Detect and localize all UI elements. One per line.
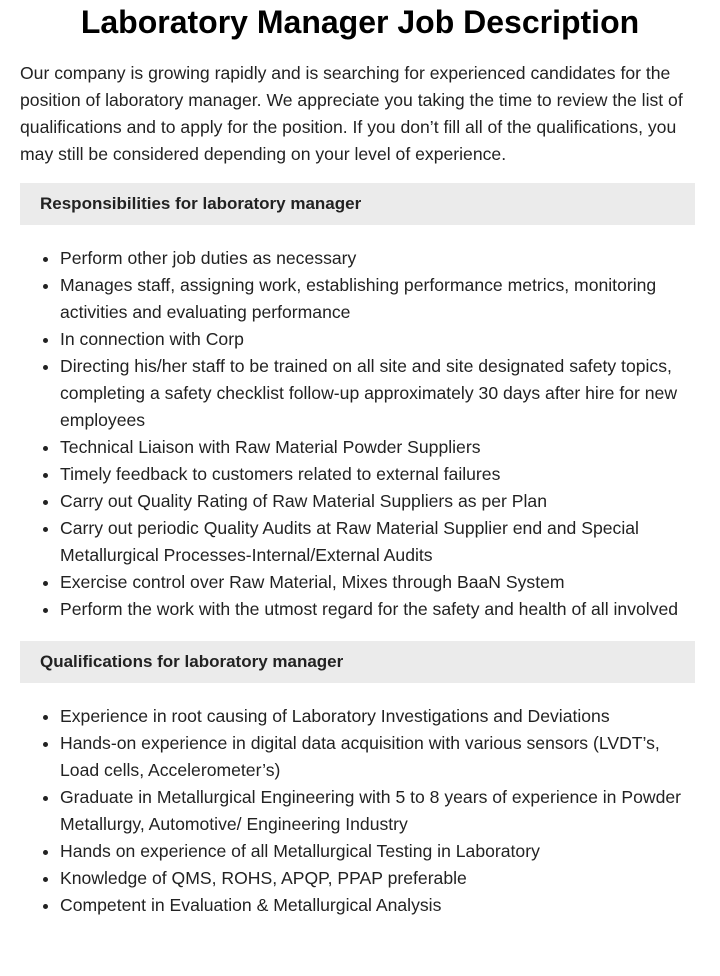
list-item: • Competent in Evaluation & Metallurgical Analysis <box>60 892 700 919</box>
list-item: • Perform the work with the utmost regard for the safety and health of all involved <box>60 596 700 623</box>
list-item: • Experience in root causing of Laboratory Investigations and Deviations <box>60 703 700 730</box>
list-item: • Technical Liaison with Raw Material Powder Suppliers <box>60 434 700 461</box>
list-item: • Perform other job duties as necessary <box>60 245 700 272</box>
list-item: • Manages staff, assigning work, establishing performance metrics, monitoring activities and evaluating performance <box>60 272 700 326</box>
page-title: Laboratory Manager Job Description <box>80 4 640 40</box>
list-item: • Directing his/her staff to be trained on all site and site designated safety topics, completing a safety checklist follow-up approximately 30 days after hire for new employees <box>60 353 700 434</box>
responsibilities-list <box>20 245 700 623</box>
list-item: • In connection with Corp <box>60 326 700 353</box>
list-item: • Timely feedback to customers related to external failures <box>60 461 700 488</box>
list-item: • Exercise control over Raw Material, Mixes through BaaN System <box>60 569 700 596</box>
list-item: • Knowledge of QMS, ROHS, APQP, PPAP preferable <box>60 865 700 892</box>
intro-paragraph: Our company is growing rapidly and is searching for experienced candidates for the position of laboratory manager. We appreciate you taking the time to review the list of qualifications and to apply for the position. If you don’t fill all of the qualifications, you may still be considered depending on your level of experience. <box>20 63 683 164</box>
list-item: • Carry out Quality Rating of Raw Material Suppliers as per Plan <box>60 488 700 515</box>
responsibilities-heading: Responsibilities for laboratory manager <box>20 183 695 225</box>
list-item: • Graduate in Metallurgical Engineering with 5 to 8 years of experience in Powder Metallurgy, Automotive/ Engineering Industry <box>60 784 700 838</box>
list-item: • Hands-on experience in digital data acquisition with various sensors (LVDT’s, Load cells, Accelerometer’s) <box>60 730 700 784</box>
list-item: • Carry out periodic Quality Audits at Raw Material Supplier end and Special Metallurgical Processes-Internal/External Audits <box>60 515 700 569</box>
qualifications-list <box>20 703 700 919</box>
qualifications-heading: Qualifications for laboratory manager <box>20 641 695 683</box>
list-item: • Hands on experience of all Metallurgical Testing in Laboratory <box>60 838 700 865</box>
